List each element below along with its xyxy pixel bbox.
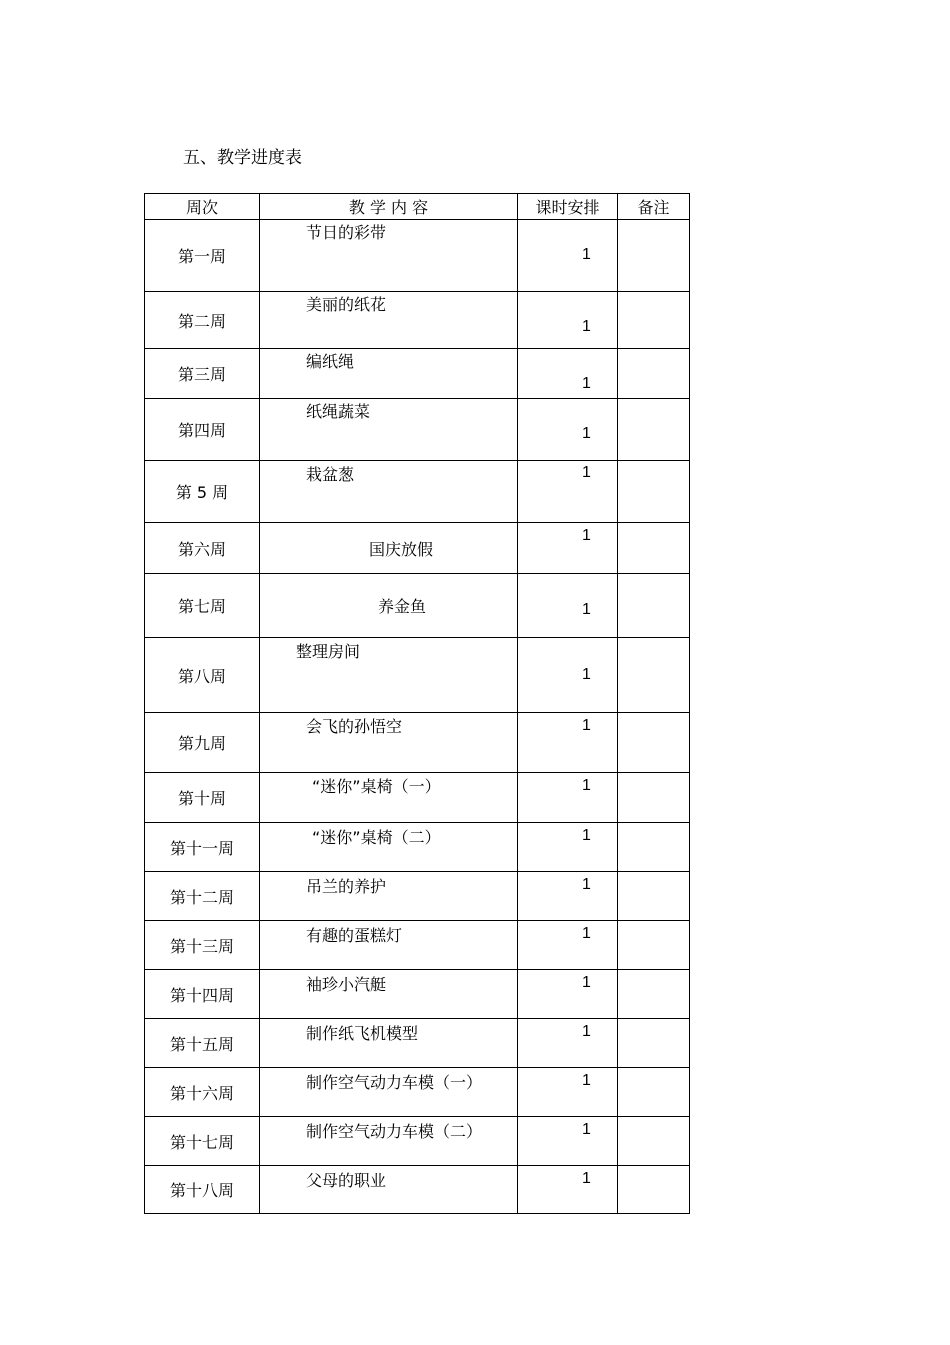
notes-cell [618,970,690,1019]
hours-cell [518,349,618,399]
table-row [145,461,690,523]
header-row [145,194,690,220]
hours-value: 1 [582,1072,591,1089]
content-text: 养金鱼 [378,597,427,616]
content-cell [260,921,518,970]
schedule-table [144,193,690,1214]
week-cell: 第十四周 [145,970,260,1019]
hours-cell [518,523,618,574]
table-row [145,523,690,574]
hours-value: 1 [582,425,591,442]
notes-cell [618,220,690,292]
notes-cell [618,823,690,872]
week-cell: 第一周 [145,220,260,292]
hours-cell [518,1117,618,1166]
content-cell [260,399,518,461]
notes-cell [618,638,690,713]
hours-cell [518,292,618,349]
week-cell: 第 5 周 [145,461,260,523]
hours-value: 1 [582,318,591,335]
hours-value: 1 [582,666,591,683]
table-row [145,823,690,872]
hours-cell [518,921,618,970]
content-text: 会飞的孙悟空 [306,717,403,736]
hours-cell [518,1166,618,1214]
hours-value: 1 [582,464,591,481]
notes-cell [618,713,690,773]
hours-value: 1 [582,246,591,263]
content-text: 制作纸飞机模型 [306,1024,419,1043]
hours-cell [518,713,618,773]
notes-cell [618,349,690,399]
notes-cell [618,921,690,970]
week-cell: 第八周 [145,638,260,713]
content-cell [260,872,518,921]
notes-cell [618,1068,690,1117]
table-row [145,220,690,292]
hours-cell [518,399,618,461]
week-cell: 第十一周 [145,823,260,872]
week-cell: 第四周 [145,399,260,461]
content-cell [260,523,518,574]
content-cell [260,349,518,399]
hours-value: 1 [582,527,591,544]
content-text: “迷你”桌椅（一） [312,777,441,796]
table-row [145,1019,690,1068]
header-hours: 课时安排 [518,194,618,220]
content-cell [260,1117,518,1166]
notes-cell [618,773,690,823]
notes-cell [618,872,690,921]
content-text: 制作空气动力车模（一） [306,1073,483,1092]
content-cell [260,1166,518,1214]
hours-value: 1 [582,876,591,893]
week-cell: 第十周 [145,773,260,823]
week-cell: 第十六周 [145,1068,260,1117]
week-cell: 第二周 [145,292,260,349]
hours-cell [518,1019,618,1068]
header-week: 周次 [145,194,260,220]
table-row [145,1166,690,1214]
content-cell [260,1068,518,1117]
hours-value: 1 [582,974,591,991]
hours-value: 1 [582,601,591,618]
week-cell: 第九周 [145,713,260,773]
content-cell [260,773,518,823]
hours-cell [518,823,618,872]
week-cell: 第七周 [145,574,260,638]
content-text: 整理房间 [296,642,361,661]
content-cell [260,970,518,1019]
content-cell [260,823,518,872]
notes-cell [618,399,690,461]
hours-cell [518,220,618,292]
content-cell [260,1019,518,1068]
content-text: 父母的职业 [306,1171,387,1190]
notes-cell [618,461,690,523]
hours-cell [518,970,618,1019]
week-cell: 第六周 [145,523,260,574]
table-row [145,1117,690,1166]
content-cell [260,292,518,349]
week-cell: 第十三周 [145,921,260,970]
table-row [145,713,690,773]
week-cell: 第十八周 [145,1166,260,1214]
table-row [145,349,690,399]
content-text: 制作空气动力车模（二） [306,1122,483,1141]
table-row [145,638,690,713]
week-cell: 第十二周 [145,872,260,921]
hours-cell [518,773,618,823]
content-text: 国庆放假 [369,540,434,559]
hours-cell [518,638,618,713]
content-text: 节日的彩带 [306,223,387,242]
table-row [145,574,690,638]
notes-cell [618,1166,690,1214]
hours-value: 1 [582,717,591,734]
content-cell [260,461,518,523]
content-text: 栽盆葱 [306,465,355,484]
hours-value: 1 [582,777,591,794]
week-cell: 第十七周 [145,1117,260,1166]
content-cell [260,574,518,638]
hours-cell [518,574,618,638]
notes-cell [618,1019,690,1068]
hours-cell [518,1068,618,1117]
section-title: 五、教学进度表 [183,148,302,168]
content-text: 编纸绳 [306,352,355,371]
notes-cell [618,292,690,349]
week-cell: 第十五周 [145,1019,260,1068]
content-text: 吊兰的养护 [306,877,387,896]
notes-cell [618,523,690,574]
content-text: 纸绳蔬菜 [306,402,371,421]
hours-value: 1 [582,1121,591,1138]
hours-cell [518,872,618,921]
content-cell [260,638,518,713]
hours-value: 1 [582,1170,591,1187]
hours-value: 1 [582,1023,591,1040]
table-row [145,872,690,921]
content-cell [260,713,518,773]
notes-cell [618,574,690,638]
table-row [145,1068,690,1117]
notes-cell [618,1117,690,1166]
week-cell: 第三周 [145,349,260,399]
content-text: 有趣的蛋糕灯 [306,926,403,945]
table-row [145,399,690,461]
header-notes: 备注 [618,194,690,220]
content-cell [260,220,518,292]
hours-cell [518,461,618,523]
hours-value: 1 [582,375,591,392]
table-row [145,921,690,970]
table-row [145,773,690,823]
content-text: 美丽的纸花 [306,295,387,314]
table-row [145,970,690,1019]
hours-value: 1 [582,925,591,942]
table-row [145,292,690,349]
content-text: “迷你”桌椅（二） [312,828,441,847]
header-content: 教 学 内 容 [260,194,518,220]
content-text: 袖珍小汽艇 [306,975,387,994]
hours-value: 1 [582,827,591,844]
